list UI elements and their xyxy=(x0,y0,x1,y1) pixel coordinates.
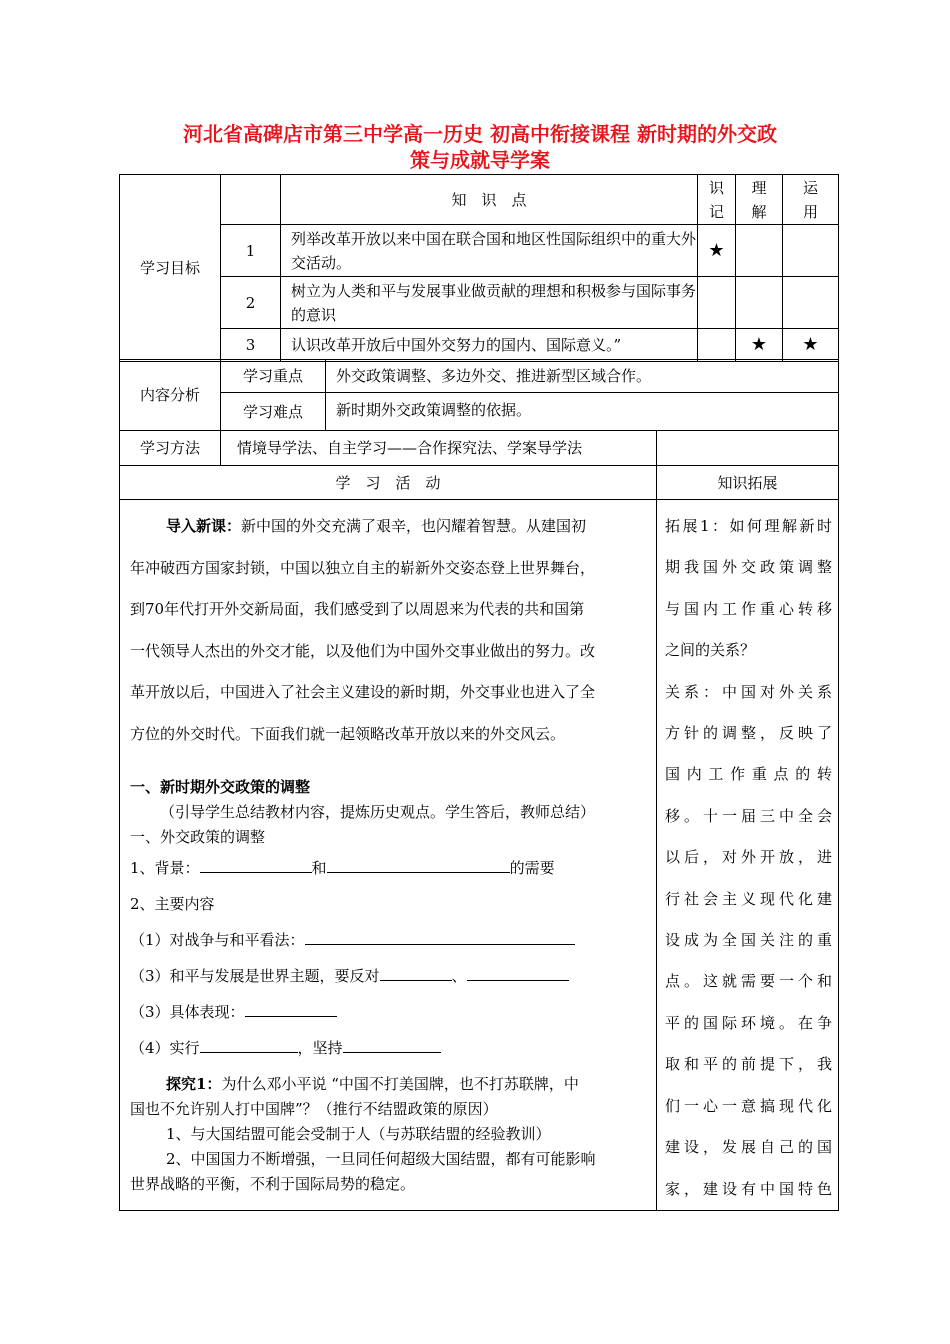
background-label: 1、背景： xyxy=(130,859,200,877)
method-table xyxy=(119,430,839,466)
intro-line: 一代领导人杰出的外交才能，以及他们为中国外交事业做出的努力。改 xyxy=(130,641,596,660)
method-empty-cell xyxy=(657,431,839,466)
extension-line: 行社会主义现代化建 xyxy=(665,889,832,908)
blank-field xyxy=(380,964,452,981)
intro-paragraph xyxy=(130,506,648,755)
explore1-answer: 世界战略的平衡，不利于国际局势的稳定。 xyxy=(130,1175,416,1193)
extension-line: 关系：中国对外关系 xyxy=(665,682,832,701)
objective-text: 树立为人类和平与发展事业做贡献的理想和积极参与国际事务的意识 xyxy=(281,277,698,329)
explore1-answer: 1、与大国结盟可能会受制于人（与苏联结盟的经验教训） xyxy=(166,1125,551,1143)
explore1-question: 为什么邓小平说 “中国不打美国牌，也不打苏联牌，中 xyxy=(221,1075,579,1093)
main-content-label: 2、主要内容 xyxy=(130,895,215,913)
extension-line: 平的国际环境。在争 xyxy=(665,1013,832,1032)
blank-field xyxy=(305,928,575,945)
objective-recall xyxy=(698,329,736,362)
header-understand-line1: 理 xyxy=(751,178,767,197)
intro-line: 到70年代打开外交新局面，我们感受到了以周恩来为代表的共和国第 xyxy=(130,600,585,618)
section1-subheading: 一、外交政策的调整 xyxy=(130,828,266,846)
page-title-line1: 河北省高碑店市第三中学高一历史 初高中衔接课程 新时期的外交政 xyxy=(183,122,777,146)
objectives-header-knowledge: 知 识 点 xyxy=(281,175,698,225)
background-and: 和 xyxy=(311,859,327,877)
objective-row xyxy=(120,329,839,362)
extension-line: 建设，发展自己的国 xyxy=(665,1138,832,1157)
blank-field xyxy=(200,1036,298,1053)
explore1-question: 国也不允许别人打中国牌”？（推行不结盟政策的原因） xyxy=(130,1100,498,1118)
key-point-label: 学习重点 xyxy=(221,360,326,393)
intro-label: 导入新课： xyxy=(166,517,242,535)
objectives-header-understand xyxy=(736,175,783,225)
analysis-table xyxy=(119,359,839,431)
explore1-answer: 2、中国国力不断增强，一旦同任何超级大国结盟，都有可能影响 xyxy=(166,1150,596,1168)
objective-apply xyxy=(783,225,839,277)
extension-line: 家，建设有中国特色 xyxy=(665,1179,832,1198)
objective-text: 列举改革开放以来中国在联合国和地区性国际组织中的重大外交活动。 xyxy=(281,225,698,277)
extension-line: 点。这就需要一个和 xyxy=(665,972,832,991)
item1-line xyxy=(130,922,648,958)
extension-line: 设成为全国关注的重 xyxy=(665,931,832,950)
explore1-label: 探究1： xyxy=(166,1075,222,1093)
intro-line: 年冲破西方国家封锁，中国以独立自主的崭新外交姿态登上世界舞台， xyxy=(130,558,596,577)
header-recall-line1: 识 xyxy=(708,178,724,197)
method-label: 学习方法 xyxy=(120,431,221,466)
star-icon: ★ xyxy=(783,329,839,362)
background-line xyxy=(130,850,648,886)
extension-line: 们一心一意搞现代化 xyxy=(665,1096,832,1115)
blank-field xyxy=(467,964,569,981)
header-understand-line2: 解 xyxy=(751,202,767,221)
extension-header: 知识拓展 xyxy=(657,466,839,500)
item2-line xyxy=(130,958,648,994)
item2-sep: 、 xyxy=(451,967,467,985)
background-need: 的需要 xyxy=(509,859,555,877)
item4-line xyxy=(130,1030,648,1066)
item3-line xyxy=(130,994,648,1030)
item4-sep: ，坚持 xyxy=(297,1039,343,1057)
objective-row xyxy=(120,277,839,329)
activity-content xyxy=(120,500,657,1211)
page-title-line2: 策与成就导学案 xyxy=(410,148,550,172)
intro-line: 革开放以后，中国进入了社会主义建设的新时期，外交事业也进入了全 xyxy=(130,683,596,701)
objectives-header-recall xyxy=(698,175,736,225)
extension-line: 拓展1：如何理解新时 xyxy=(665,517,832,535)
extension-line: 方针的调整，反映了 xyxy=(665,724,832,743)
activity-header: 学 习 活 动 xyxy=(120,466,657,500)
section1-guide: （引导学生总结教材内容，提炼历史观点。学生答后，教师总结） xyxy=(160,803,596,821)
objectives-header-apply xyxy=(783,175,839,225)
blank-field xyxy=(200,856,312,873)
extension-line: 以后，对外开放，进 xyxy=(665,848,832,867)
method-text: 情境导学法、自主学习——合作探究法、学案导学法 xyxy=(221,431,657,466)
header-apply-line2: 用 xyxy=(802,202,818,221)
extension-line: 国内工作重点的转 xyxy=(665,765,832,784)
extension-line: 移。十一届三中全会 xyxy=(665,806,832,825)
objective-recall xyxy=(698,277,736,329)
activity-table xyxy=(119,465,839,1211)
extension-content xyxy=(657,500,839,1211)
key-point-text: 外交政策调整、多边外交、推进新型区域合作。 xyxy=(326,360,839,393)
objectives-label: 学习目标 xyxy=(120,175,221,362)
blank-field xyxy=(343,1036,441,1053)
header-recall-line2: 记 xyxy=(708,202,724,221)
objective-num: 3 xyxy=(221,329,281,362)
item3-label: （3）具体表现： xyxy=(130,1003,245,1021)
difficult-point-label: 学习难点 xyxy=(221,393,326,431)
analysis-label: 内容分析 xyxy=(120,360,221,431)
header-apply-line1: 运 xyxy=(802,178,818,197)
extension-line: 之间的关系？ xyxy=(665,641,756,660)
extension-line: 取和平的前提下，我 xyxy=(665,1055,832,1074)
item4-label: （4）实行 xyxy=(130,1039,200,1057)
objective-understand xyxy=(736,277,783,329)
intro-line: 新中国的外交充满了艰辛，也闪耀着智慧。从建国初 xyxy=(241,517,587,535)
objective-understand xyxy=(736,225,783,277)
objectives-table xyxy=(119,174,839,362)
item2-label: （3）和平与发展是世界主题，要反对 xyxy=(130,967,380,985)
objective-apply xyxy=(783,277,839,329)
objective-num: 1 xyxy=(221,225,281,277)
blank-field xyxy=(327,856,510,873)
objectives-header-num xyxy=(221,175,281,225)
intro-line: 方位的外交时代。下面我们就一起领略改革开放以来的外交风云。 xyxy=(130,724,566,743)
section1-heading: 一、新时期外交政策的调整 xyxy=(130,778,311,796)
star-icon: ★ xyxy=(698,225,736,277)
extension-line: 期我国外交政策调整 xyxy=(665,558,832,577)
star-icon: ★ xyxy=(736,329,783,362)
blank-field xyxy=(245,1000,337,1017)
objective-text: 认识改革开放后中国外交努力的国内、国际意义。” xyxy=(281,329,698,362)
difficult-point-text: 新时期外交政策调整的依据。 xyxy=(326,393,839,431)
item1-label: （1）对战争与和平看法： xyxy=(130,931,305,949)
objective-num: 2 xyxy=(221,277,281,329)
objective-row xyxy=(120,225,839,277)
extension-line: 与国内工作重心转移 xyxy=(665,599,832,618)
